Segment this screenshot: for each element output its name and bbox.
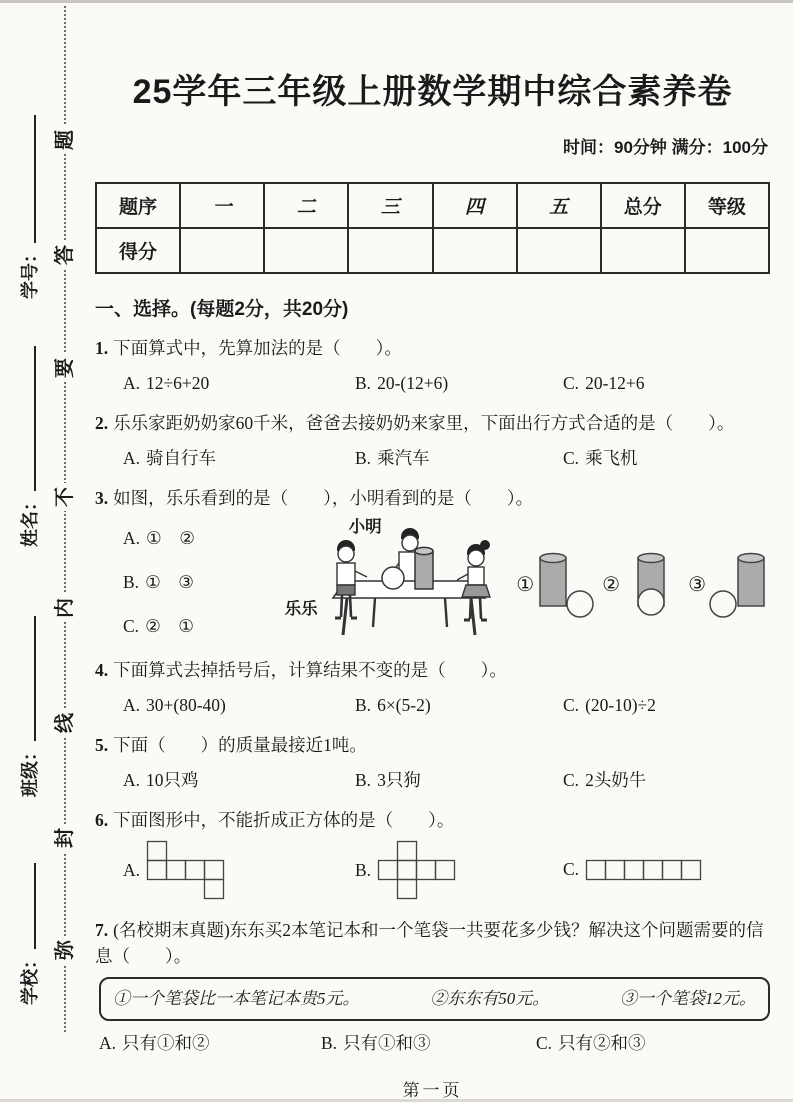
question-4-option-b: B. 6×(5-2)	[355, 695, 431, 715]
question-3-views	[502, 515, 770, 643]
question-3-option-c: C. ② ①	[123, 616, 194, 636]
score-header: 五	[517, 183, 601, 228]
question-number: 3.	[95, 488, 109, 508]
table-shape	[333, 581, 485, 635]
student-field-name	[15, 346, 49, 547]
question-text: 下面算式中，先算加法的是（ ）。	[113, 338, 402, 358]
view-option-1	[516, 548, 598, 620]
score-row-label: 得分	[96, 228, 180, 273]
student-field-blank	[18, 115, 36, 243]
question-4	[95, 657, 770, 718]
student-field-label: 班级：	[20, 743, 40, 797]
question-number: 2.	[95, 413, 109, 433]
student-field-blank	[18, 863, 36, 949]
student-field-label: 学号：	[20, 245, 40, 299]
question-number: 7.	[95, 920, 109, 940]
question-7-option-b: B. 只有①和③	[321, 1033, 431, 1053]
circled-number: ②	[602, 573, 621, 596]
question-1-option-c: C. 20-12+6	[563, 373, 645, 393]
student-field-number	[15, 115, 49, 299]
view-option-2	[602, 548, 684, 620]
view-option-3	[688, 548, 770, 620]
score-header: 二	[264, 183, 348, 228]
question-2-option-c: C. 乘飞机	[563, 448, 638, 468]
question-1	[95, 335, 770, 396]
score-cell	[685, 228, 769, 273]
page-footer: 第一页	[402, 1081, 463, 1100]
question-3-option-b: B. ① ③	[123, 572, 194, 592]
student-field-blank	[18, 346, 36, 491]
question-6-option-c: C.	[563, 859, 770, 882]
question-text: 下面图形中，不能折成正方体的是（ ）。	[113, 810, 455, 830]
lele-figure	[335, 540, 367, 618]
question-3	[95, 485, 770, 643]
question-number: 4.	[95, 660, 109, 680]
page-title: 25学年三年级上册数学期中综合素养卷	[132, 73, 733, 111]
seal-char: 要	[52, 354, 78, 382]
info-item: ②东东有50元。	[430, 989, 550, 1008]
score-header: 总分	[601, 183, 685, 228]
score-header: 三	[348, 183, 432, 228]
score-header: 四	[433, 183, 517, 228]
question-number: 6.	[95, 810, 109, 830]
seal-char: 封	[52, 824, 78, 852]
score-cell	[433, 228, 517, 273]
question-2	[95, 410, 770, 471]
question-5-option-b: B. 3只狗	[355, 770, 421, 790]
info-box	[99, 977, 770, 1021]
question-1-option-b: B. 20-(12+6)	[355, 373, 449, 393]
lele-label: 乐乐	[284, 599, 318, 618]
cylinder-ball-front-drawing	[622, 548, 684, 620]
score-cell	[348, 228, 432, 273]
score-table	[95, 182, 770, 274]
student-field-class	[15, 616, 49, 797]
info-item: ①一个笔袋比一本笔记本贵5元。	[113, 989, 360, 1008]
cube-net-a	[146, 840, 225, 900]
question-text: 乐乐家距奶奶家60千米，爸爸去接奶奶来家里，下面出行方式合适的是（ ）。	[113, 413, 735, 433]
question-6-option-b: B.	[355, 840, 563, 900]
question-4-option-c: C. (20-10)÷2	[563, 695, 656, 715]
score-header: 一	[180, 183, 264, 228]
question-2-option-b: B. 乘汽车	[355, 448, 430, 468]
seal-char: 答	[52, 241, 78, 269]
seal-char: 线	[52, 709, 78, 737]
question-7-option-c: C. 只有②和③	[536, 1033, 646, 1053]
circled-number: ①	[516, 573, 535, 596]
question-text: 如图，乐乐看到的是（ ），小明看到的是（ ）。	[113, 488, 534, 508]
exam-content	[95, 0, 770, 1101]
score-header: 题序	[96, 183, 180, 228]
question-7	[95, 917, 770, 1056]
question-1-option-a: A. 12÷6+20	[123, 373, 210, 393]
student-field-blank	[18, 616, 36, 741]
cube-net-c	[585, 859, 702, 882]
score-table-score-row	[96, 228, 769, 273]
question-text: 下面算式去掉括号后，计算结果不变的是（ ）。	[113, 660, 507, 680]
score-cell	[264, 228, 348, 273]
seal-char: 内	[52, 594, 78, 622]
question-5-option-a: A. 10只鸡	[123, 770, 199, 790]
question-4-option-a: A. 30+(80-40)	[123, 695, 226, 715]
question-5	[95, 732, 770, 793]
score-cell	[601, 228, 685, 273]
cylinder-ball-right-drawing	[536, 548, 598, 620]
score-table-header-row	[96, 183, 769, 228]
question-number: 5.	[95, 735, 109, 755]
score-header: 等级	[685, 183, 769, 228]
xiaoming-label: 小明	[348, 517, 382, 536]
question-2-option-a: A. 骑自行车	[123, 448, 217, 468]
question-5-option-c: C. 2头奶牛	[563, 770, 647, 790]
question-6-option-a: A.	[123, 840, 355, 900]
question-7-option-a: A. 只有①和②	[99, 1033, 210, 1053]
student-field-label: 学校：	[20, 951, 40, 1005]
cylinder-shape	[415, 547, 433, 589]
seal-char: 题	[52, 126, 78, 154]
student-field-school	[15, 863, 49, 1005]
info-item: ③一个笔袋12元。	[620, 989, 756, 1008]
section-heading: 一、选择。(每题2分，共20分)	[95, 299, 349, 320]
score-cell	[517, 228, 601, 273]
question-6	[95, 807, 770, 903]
question-text: (名校期末真题)东东买2本笔记本和一个笔袋一共要花多少钱？解决这个问题需要的信息（ ）。	[95, 920, 764, 966]
question-text: 下面（ ）的质量最接近1吨。	[113, 735, 367, 755]
circled-number: ③	[688, 573, 706, 596]
student-field-label: 姓名：	[20, 493, 40, 547]
seal-char: 不	[52, 483, 78, 511]
seal-char: 弥	[52, 936, 78, 964]
seal-dotted-line	[64, 6, 66, 1032]
cube-net-b	[377, 840, 456, 900]
score-cell	[180, 228, 264, 273]
question-number: 1.	[95, 338, 109, 358]
exam-meta: 时间：90分钟 满分：100分	[563, 138, 768, 157]
observation-scene-drawing	[317, 519, 499, 641]
question-3-figure	[285, 515, 503, 643]
ball-shape	[382, 567, 404, 589]
ball-cylinder-left-drawing	[708, 548, 770, 620]
question-3-option-a: A. ① ②	[123, 528, 195, 548]
